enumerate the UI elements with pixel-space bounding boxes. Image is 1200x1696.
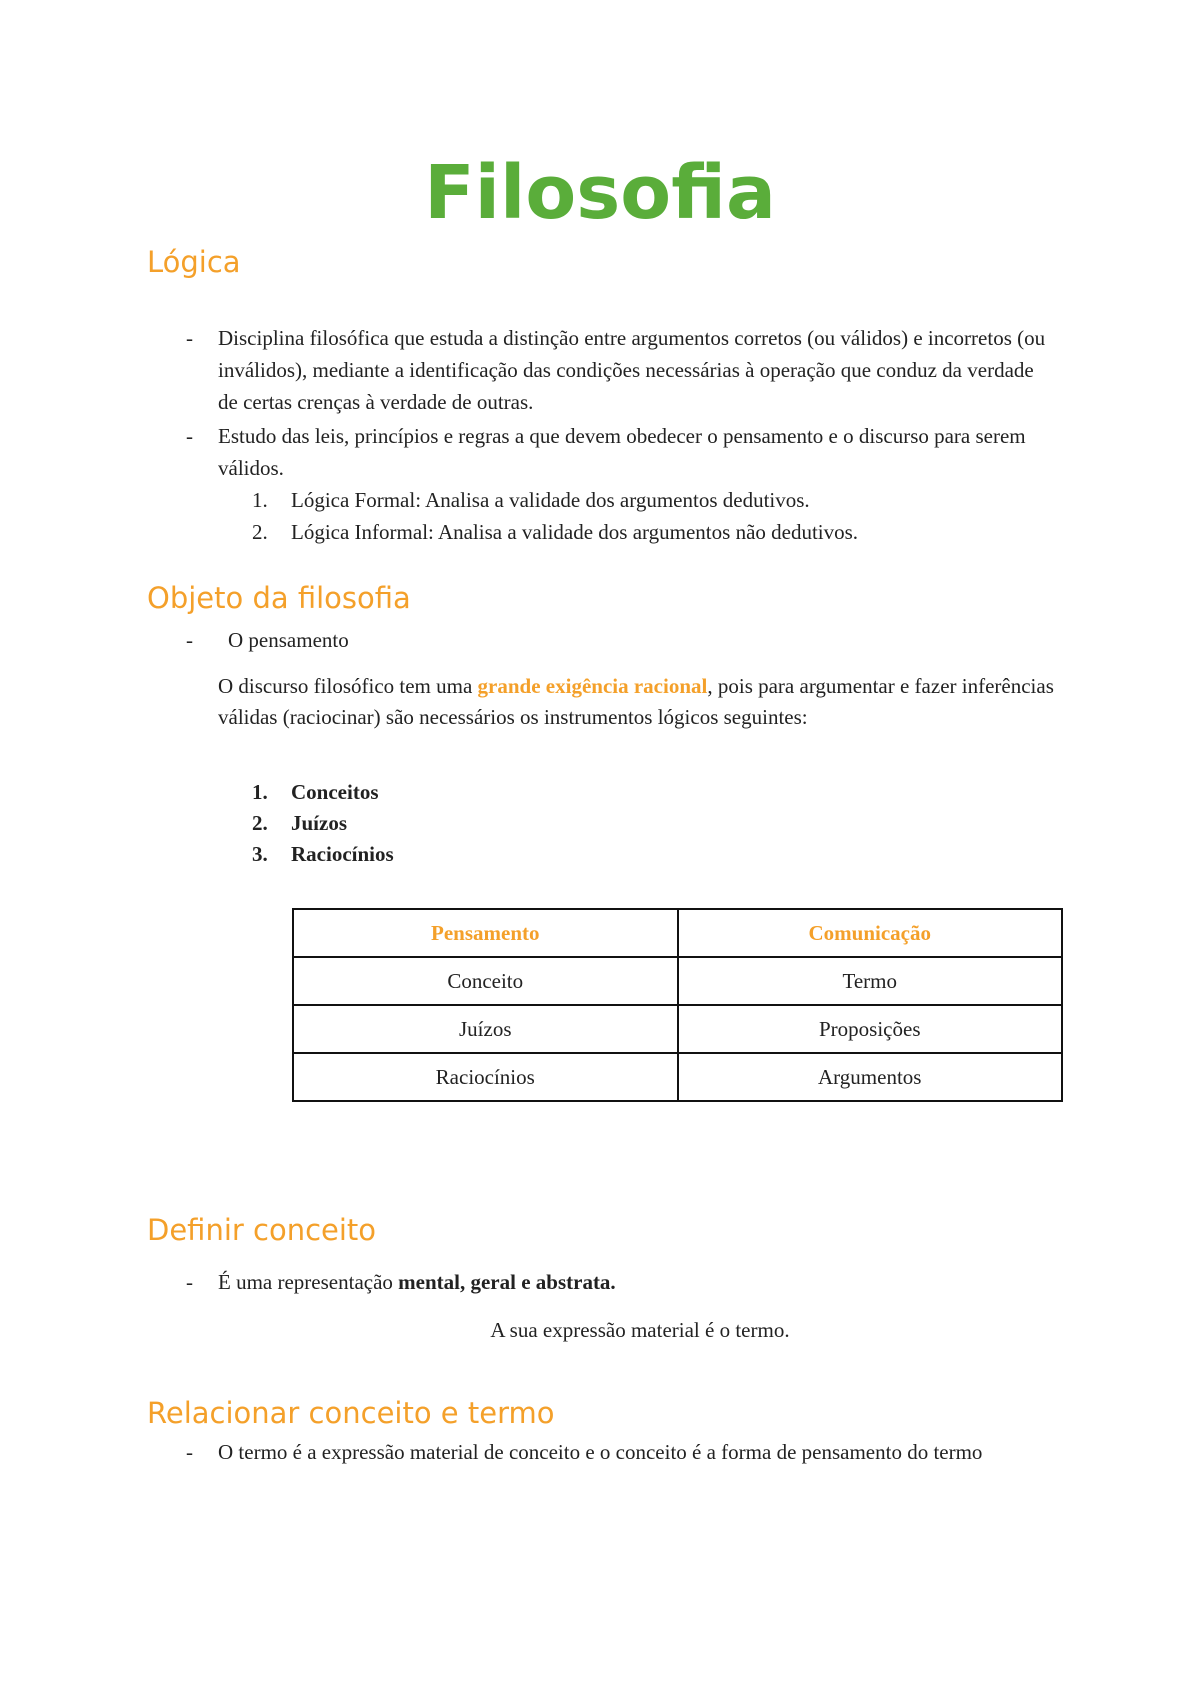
bullet-marker: - [186, 1270, 193, 1294]
table-cell: Termo [678, 957, 1063, 1005]
bullet-marker: - [186, 628, 193, 652]
pensamento-comunicacao-table [292, 908, 1063, 1102]
table-cell: Conceito [293, 957, 678, 1005]
relacionar-bullet: O termo é a expressão material de conceito e o conceito é a forma de pensamento do termo [218, 1440, 983, 1464]
table-cell: Juízos [293, 1005, 678, 1053]
heading-logica: Lógica [147, 245, 241, 279]
logica-formal-item: Lógica Formal: Analisa a validade dos argumentos dedutivos. [291, 488, 810, 512]
heading-relacionar: Relacionar conceito e termo [147, 1396, 555, 1430]
list-number: 2. [252, 520, 268, 544]
definir-bullet [218, 1266, 1058, 1298]
item-raciocinios: Raciocínios [291, 842, 394, 866]
definir-bold-text: mental, geral e abstrata. [398, 1270, 616, 1294]
objeto-paragraph [218, 671, 1058, 733]
logica-informal-item: Lógica Informal: Analisa a validade dos argumentos não dedutivos. [291, 520, 859, 544]
item-juizos: Juízos [291, 811, 348, 835]
table-row [293, 1005, 1062, 1053]
table-row [293, 1053, 1062, 1101]
item-conceitos: Conceitos [291, 780, 379, 804]
bullet-marker: - [186, 326, 193, 350]
table-cell: Raciocínios [293, 1053, 678, 1101]
objeto-bullet: O pensamento [228, 628, 349, 652]
logica-bullet-1: Disciplina filosófica que estuda a distinção entre argumentos corretos (ou válidos) e incorretos (ou inválidos), mediante a identificação das condições necessárias à operação que conduz da verdade de certas crenças à verdade de outras. [218, 326, 1046, 414]
para-text-after: , pois para argumentar e fazer inferências válidas (raciocinar) são necessários os instrumentos lógicos seguintes: [218, 674, 1054, 729]
para-text-before: O discurso filosófico tem uma [218, 674, 478, 698]
heading-definir: Definir conceito [147, 1213, 377, 1247]
definir-text: É uma representação [218, 1270, 399, 1294]
list-number: 2. [252, 811, 268, 835]
bullet-marker: - [186, 424, 193, 448]
heading-objeto: Objeto da filosofia [147, 581, 411, 615]
table-header-row [293, 909, 1062, 957]
highlight-text: grande exigência racional [477, 674, 708, 698]
list-number: 1. [252, 780, 268, 804]
bullet-marker: - [186, 1440, 193, 1464]
table-row [293, 957, 1062, 1005]
definir-centered-note: A sua expressão material é o termo. [490, 1318, 790, 1342]
list-number: 1. [252, 488, 268, 512]
table-cell: Proposições [678, 1005, 1063, 1053]
header-pensamento: Pensamento [293, 909, 678, 957]
logica-bullet-2: Estudo das leis, princípios e regras a que devem obedecer o pensamento e o discurso para serem válidos. [218, 424, 1026, 480]
header-comunicacao: Comunicação [678, 909, 1063, 957]
list-number: 3. [252, 842, 268, 866]
table-cell: Argumentos [678, 1053, 1063, 1101]
page-title: Filosofia [424, 150, 776, 236]
